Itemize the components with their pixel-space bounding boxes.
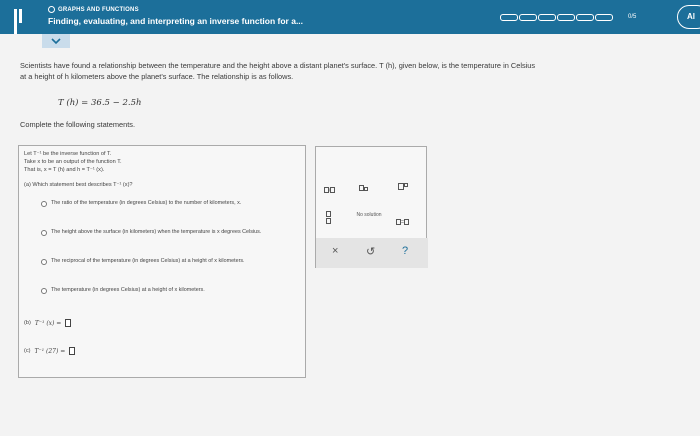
definition-line-3: That is, x = T (h) and h = T⁻¹ (x). xyxy=(24,167,105,173)
option-text: The height above the surface (in kilometers) when the temperature is x degrees Celsius. xyxy=(51,229,262,235)
option-ratio[interactable] xyxy=(41,200,283,207)
menu-icon[interactable] xyxy=(14,9,28,23)
option-text: The reciprocal of the temperature (in degrees Celsius) at a height of x kilometers. xyxy=(51,258,245,264)
box-icon xyxy=(404,183,408,187)
question-panel xyxy=(18,145,306,378)
progress-segment xyxy=(557,14,575,21)
box-icon xyxy=(396,219,401,225)
option-text: The ratio of the temperature (in degrees Celsius) to the number of kilometers, x. xyxy=(51,200,242,206)
formula: T (h) = 36.5 − 2.5h xyxy=(58,98,142,108)
progress-bar xyxy=(500,14,613,21)
exponent-tool[interactable] xyxy=(398,183,408,190)
top-bar xyxy=(0,0,700,34)
math-toolbox xyxy=(315,146,427,268)
box-icon xyxy=(324,187,329,193)
progress-segment xyxy=(519,14,537,21)
fraction-tool[interactable]: / xyxy=(324,187,335,193)
progress-segment xyxy=(576,14,594,21)
instructions: Complete the following statements. xyxy=(20,120,136,129)
box-icon xyxy=(326,211,331,217)
part-b-row xyxy=(24,319,71,327)
progress-segment xyxy=(595,14,613,21)
part-c-row xyxy=(24,347,75,355)
part-b-label: (b) xyxy=(24,320,31,326)
part-c-label: (c) xyxy=(24,348,31,354)
box-icon xyxy=(364,187,368,191)
main-content xyxy=(0,34,700,436)
stacked-fraction-tool[interactable] xyxy=(326,211,331,224)
problem-text-1b: T (h), given below, is the temperature in Celsius xyxy=(379,61,536,70)
topic-label xyxy=(48,6,139,13)
part-c-expression: T⁻¹ (27) = xyxy=(34,347,66,355)
box-icon xyxy=(326,218,331,224)
progress-count: 0/5 xyxy=(628,14,637,20)
page-title: Finding, evaluating, and interpreting an inverse function for a... xyxy=(48,16,304,26)
box-icon xyxy=(404,219,409,225)
option-reciprocal[interactable] xyxy=(41,258,283,265)
chevron-down-icon xyxy=(51,37,61,45)
no-solution-button[interactable]: No solution xyxy=(356,212,382,218)
user-avatar[interactable]: Al xyxy=(677,5,700,29)
part-a-question: (a) Which statement best describes T⁻¹ (x)? xyxy=(24,182,133,188)
option-text: The temperature (in degrees Celsius) at a height of x kilometers. xyxy=(51,287,205,293)
help-button[interactable]: ? xyxy=(402,245,409,257)
collapse-button[interactable] xyxy=(42,34,70,48)
part-b-expression: T⁻¹ (x) = xyxy=(34,319,62,327)
part-b-answer-input[interactable] xyxy=(65,319,71,327)
progress-segment xyxy=(500,14,518,21)
equals-tool[interactable]: = xyxy=(396,219,409,225)
undo-button[interactable]: ↺ xyxy=(366,246,376,258)
radio-button[interactable] xyxy=(41,230,47,236)
radio-button[interactable] xyxy=(41,288,47,294)
tool-action-bar xyxy=(316,238,428,268)
clear-button[interactable]: × xyxy=(332,245,339,257)
topic-text: GRAPHS AND FUNCTIONS xyxy=(58,6,139,13)
problem-statement xyxy=(20,60,700,82)
option-temperature[interactable] xyxy=(41,287,283,294)
box-icon xyxy=(330,187,335,193)
option-height[interactable] xyxy=(41,229,283,236)
problem-text-2: at a height of h kilometers above the planet's surface. The relationship is as follows. xyxy=(20,72,294,81)
definition-line-2: Take x to be an output of the function T. xyxy=(24,159,122,165)
problem-text-1: Scientists have found a relationship between the temperature and the height above a distant planet's surface. xyxy=(20,61,378,70)
circle-icon xyxy=(48,6,55,13)
definition-line-1: Let T⁻¹ be the inverse function of T. xyxy=(24,151,112,157)
subscript-tool[interactable] xyxy=(359,185,368,191)
part-c-answer-input[interactable] xyxy=(69,347,75,355)
radio-button[interactable] xyxy=(41,259,47,265)
progress-segment xyxy=(538,14,556,21)
radio-button[interactable] xyxy=(41,201,47,207)
